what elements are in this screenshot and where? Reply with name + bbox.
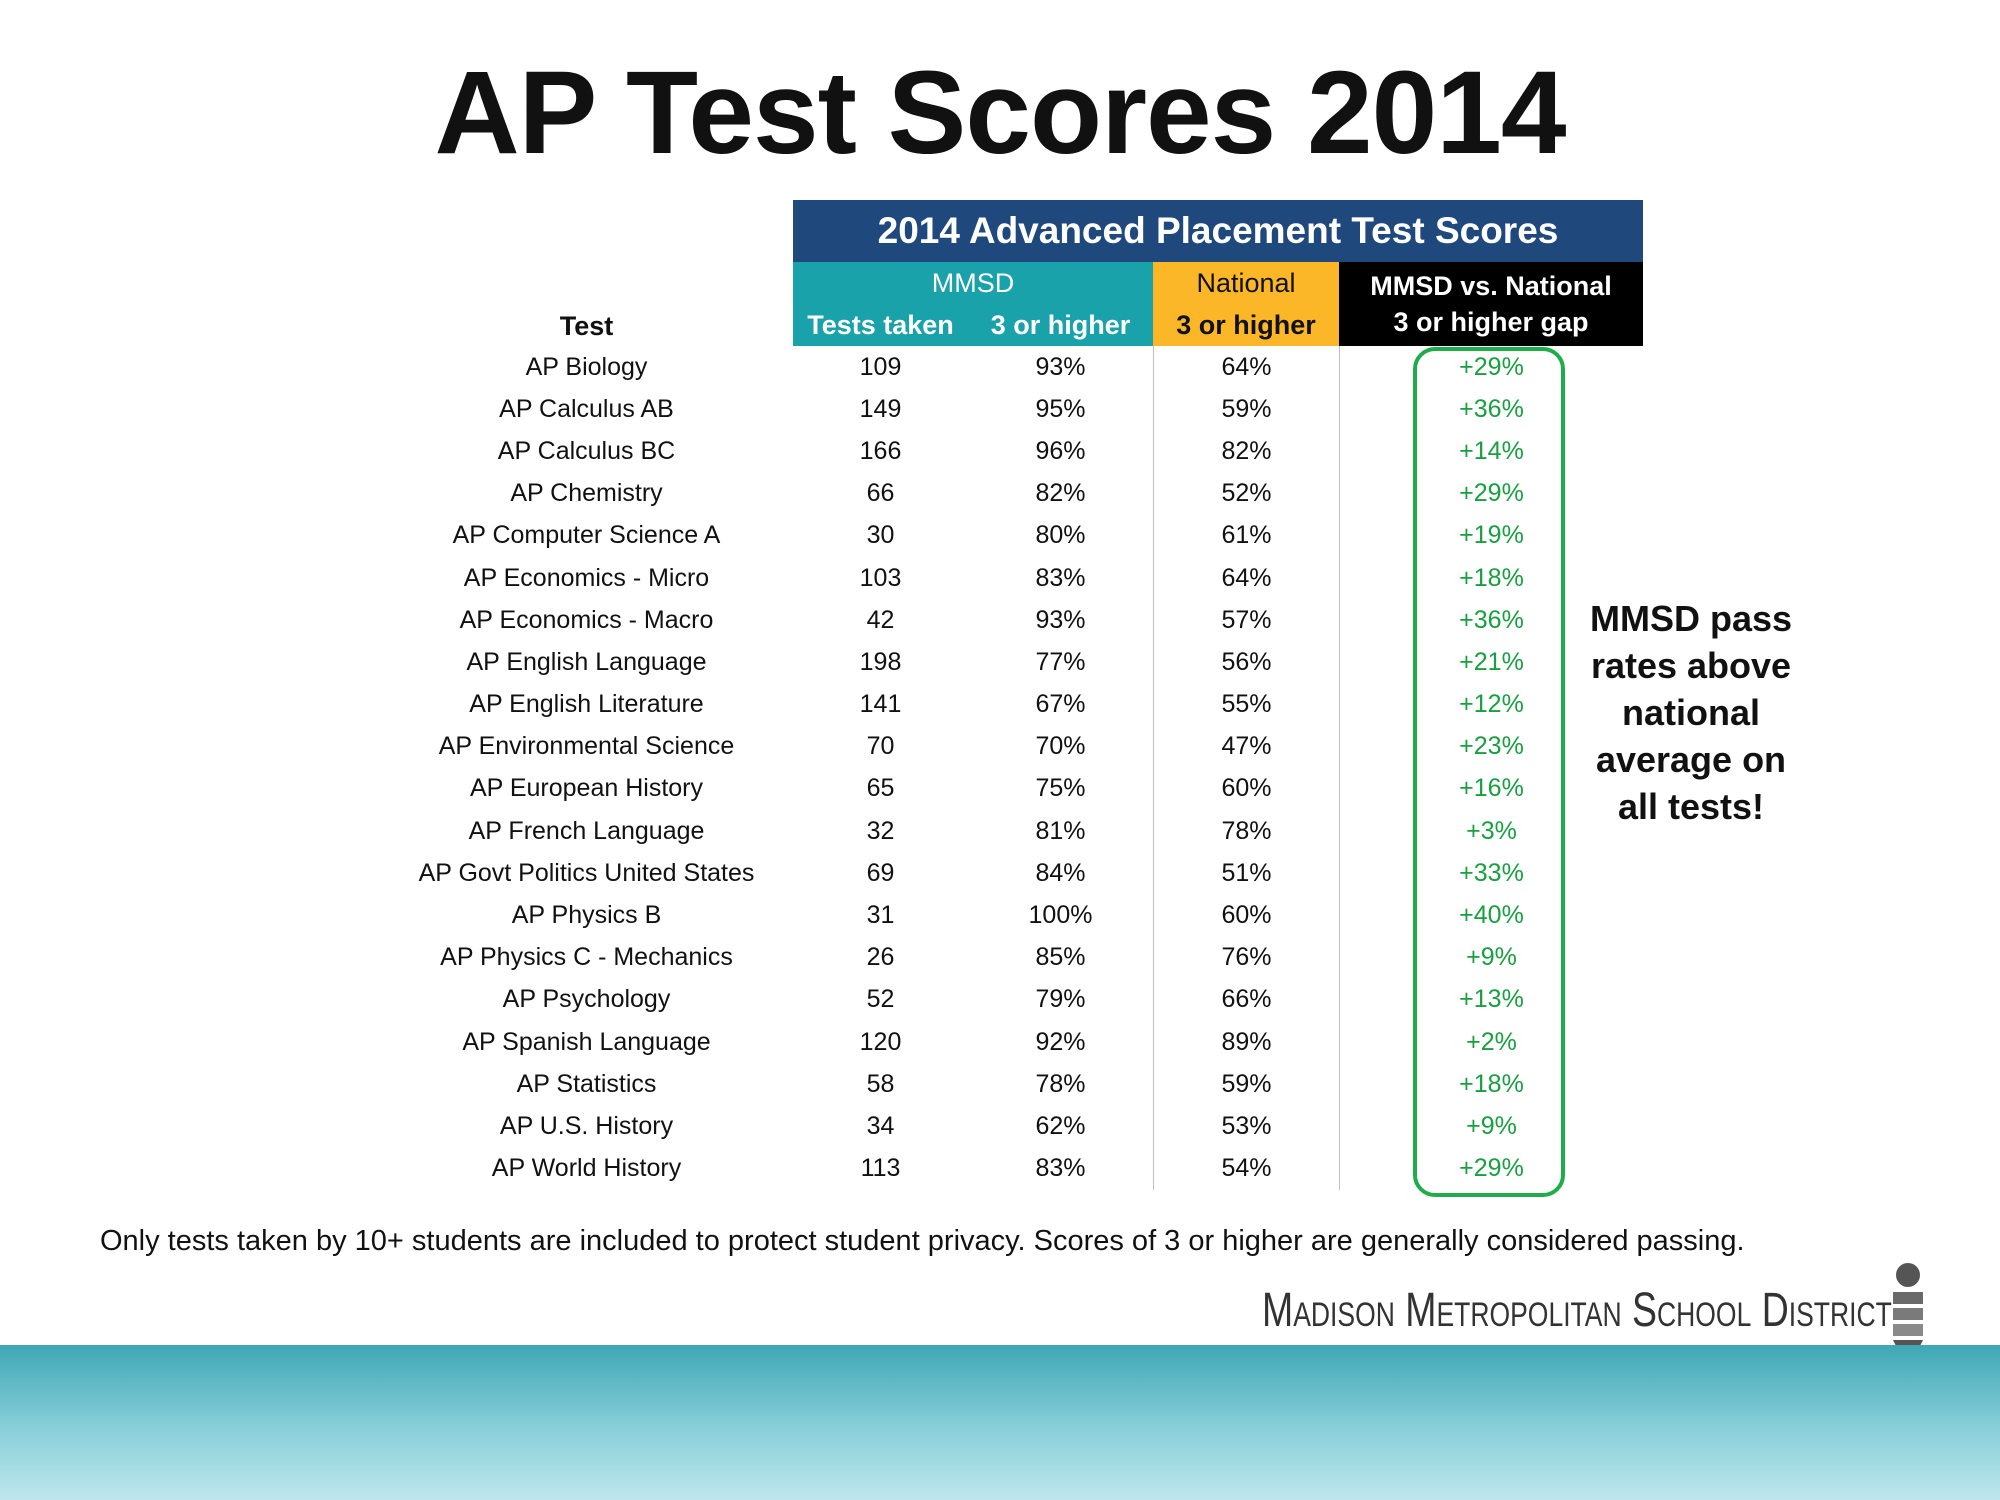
national-group-header: National bbox=[1153, 262, 1339, 304]
mmsd-group-header: MMSD bbox=[793, 262, 1153, 304]
cell-mmsd-pass: 82% bbox=[1035, 479, 1086, 508]
national-pass-header: 3 or higher bbox=[1153, 304, 1339, 346]
cell-national-pass: 60% bbox=[1153, 768, 1339, 810]
cell-gap: +3% bbox=[1339, 810, 1643, 852]
cell-test: AP Physics B bbox=[511, 901, 662, 930]
district-logo-text: Madison Metropolitan School District bbox=[1262, 1284, 1892, 1337]
cell-test: AP European History bbox=[470, 774, 703, 803]
table-corner bbox=[380, 200, 793, 262]
cell-national-pass: 51% bbox=[1153, 852, 1339, 894]
cell-test: AP U.S. History bbox=[499, 1111, 674, 1140]
cell-gap: +29% bbox=[1339, 346, 1643, 388]
cell-test: AP Spanish Language bbox=[462, 1027, 711, 1056]
cell-mmsd-pass: 93% bbox=[1035, 352, 1086, 381]
cell-gap: +13% bbox=[1339, 979, 1643, 1021]
cell-gap: +18% bbox=[1339, 1063, 1643, 1105]
cell-tests-taken: 65 bbox=[866, 774, 895, 803]
cell-mmsd-pass: 92% bbox=[1035, 1027, 1086, 1056]
cell-mmsd-pass: 95% bbox=[1035, 394, 1086, 423]
cell-tests-taken: 32 bbox=[866, 816, 895, 845]
cell-mmsd-pass: 83% bbox=[1035, 1154, 1086, 1183]
cell-gap: +29% bbox=[1339, 473, 1643, 515]
cell-tests-taken: 26 bbox=[866, 943, 895, 972]
cell-mmsd-pass: 100% bbox=[1028, 901, 1093, 930]
cell-tests-taken: 52 bbox=[866, 985, 895, 1014]
cell-test: AP Physics C - Mechanics bbox=[440, 943, 733, 972]
cell-test: AP Computer Science A bbox=[452, 521, 721, 550]
cell-test: AP Environmental Science bbox=[438, 732, 735, 761]
cell-mmsd-pass: 79% bbox=[1035, 985, 1086, 1014]
cell-tests-taken: 42 bbox=[866, 605, 895, 634]
test-column-header: Test bbox=[559, 311, 614, 341]
cell-national-pass: 56% bbox=[1153, 641, 1339, 683]
cell-mmsd-pass: 77% bbox=[1035, 647, 1086, 676]
cell-tests-taken: 30 bbox=[866, 521, 895, 550]
cell-gap: +12% bbox=[1339, 684, 1643, 726]
cell-national-pass: 60% bbox=[1153, 894, 1339, 936]
cell-national-pass: 55% bbox=[1153, 684, 1339, 726]
cell-test: AP Statistics bbox=[516, 1069, 657, 1098]
cell-tests-taken: 149 bbox=[859, 394, 902, 423]
cell-test: AP World History bbox=[491, 1154, 682, 1183]
cell-gap: +9% bbox=[1339, 937, 1643, 979]
footnote: Only tests taken by 10+ students are included to protect student privacy. Scores of 3 or higher are generally considered passing. bbox=[100, 1225, 1745, 1257]
cell-tests-taken: 31 bbox=[866, 901, 895, 930]
mmsd-pass-header: 3 or higher bbox=[968, 304, 1153, 346]
cell-mmsd-pass: 83% bbox=[1035, 563, 1086, 592]
page-title: AP Test Scores 2014 bbox=[434, 47, 1566, 179]
callout-line: national bbox=[1621, 692, 1760, 733]
callout-text bbox=[1565, 595, 1817, 830]
cell-test: AP English Language bbox=[466, 647, 707, 676]
cell-tests-taken: 198 bbox=[859, 647, 902, 676]
cell-tests-taken: 34 bbox=[866, 1111, 895, 1140]
cell-national-pass: 82% bbox=[1153, 430, 1339, 472]
cell-test: AP Economics - Micro bbox=[463, 563, 710, 592]
cell-national-pass: 54% bbox=[1153, 1148, 1339, 1190]
cell-mmsd-pass: 67% bbox=[1035, 690, 1086, 719]
cell-mmsd-pass: 62% bbox=[1035, 1111, 1086, 1140]
cell-national-pass: 47% bbox=[1153, 726, 1339, 768]
cell-national-pass: 66% bbox=[1153, 979, 1339, 1021]
cell-tests-taken: 113 bbox=[860, 1154, 901, 1183]
cell-tests-taken: 58 bbox=[866, 1069, 895, 1098]
cell-test: AP Calculus AB bbox=[499, 394, 674, 423]
cell-mmsd-pass: 85% bbox=[1035, 943, 1086, 972]
callout-line: rates above bbox=[1590, 645, 1792, 686]
cell-gap: +23% bbox=[1339, 726, 1643, 768]
cell-tests-taken: 166 bbox=[859, 436, 902, 465]
cell-mmsd-pass: 78% bbox=[1035, 1069, 1086, 1098]
cell-tests-taken: 141 bbox=[859, 690, 902, 719]
cell-national-pass: 89% bbox=[1153, 1021, 1339, 1063]
cell-tests-taken: 103 bbox=[859, 563, 902, 592]
cell-gap: +40% bbox=[1339, 894, 1643, 936]
cell-national-pass: 78% bbox=[1153, 810, 1339, 852]
gap-header-line2: 3 or higher gap bbox=[1393, 307, 1589, 337]
tests-taken-header: Tests taken bbox=[793, 304, 968, 346]
cell-gap: +2% bbox=[1339, 1021, 1643, 1063]
cell-mmsd-pass: 75% bbox=[1035, 774, 1086, 803]
footer-band bbox=[0, 1345, 2000, 1500]
cell-national-pass: 53% bbox=[1153, 1105, 1339, 1147]
cell-mmsd-pass: 80% bbox=[1035, 521, 1086, 550]
cell-national-pass: 59% bbox=[1153, 388, 1339, 430]
cell-mmsd-pass: 96% bbox=[1035, 436, 1086, 465]
cell-test: AP Chemistry bbox=[510, 479, 663, 508]
cell-national-pass: 76% bbox=[1153, 937, 1339, 979]
cell-mmsd-pass: 70% bbox=[1035, 732, 1086, 761]
callout-line: MMSD pass bbox=[1589, 598, 1793, 639]
cell-tests-taken: 109 bbox=[859, 352, 902, 381]
cell-mmsd-pass: 93% bbox=[1035, 605, 1086, 634]
cell-tests-taken: 69 bbox=[866, 858, 895, 887]
callout-line: all tests! bbox=[1617, 786, 1765, 827]
cell-test: AP Biology bbox=[525, 352, 648, 381]
cell-mmsd-pass: 84% bbox=[1035, 858, 1086, 887]
cell-gap: +9% bbox=[1339, 1105, 1643, 1147]
cell-gap: +29% bbox=[1339, 1148, 1643, 1190]
cell-gap: +19% bbox=[1339, 515, 1643, 557]
cell-gap: +21% bbox=[1339, 641, 1643, 683]
cell-test: AP Govt Politics United States bbox=[418, 858, 755, 887]
gap-highlight-box bbox=[1413, 347, 1565, 1197]
cell-tests-taken: 66 bbox=[866, 479, 895, 508]
cell-gap: +14% bbox=[1339, 430, 1643, 472]
cell-national-pass: 64% bbox=[1153, 557, 1339, 599]
callout-line: average on bbox=[1595, 739, 1787, 780]
cell-mmsd-pass: 81% bbox=[1035, 816, 1086, 845]
gap-column-header bbox=[1339, 262, 1643, 346]
cell-tests-taken: 120 bbox=[859, 1027, 902, 1056]
cell-gap: +16% bbox=[1339, 768, 1643, 810]
gap-header-line1: MMSD vs. National bbox=[1370, 271, 1612, 301]
cell-national-pass: 64% bbox=[1153, 346, 1339, 388]
cell-gap: +36% bbox=[1339, 388, 1643, 430]
table-band-title: 2014 Advanced Placement Test Scores bbox=[793, 200, 1643, 262]
cell-test: AP Psychology bbox=[502, 985, 671, 1014]
cell-tests-taken: 70 bbox=[866, 732, 895, 761]
cell-national-pass: 57% bbox=[1153, 599, 1339, 641]
cell-test: AP Economics - Macro bbox=[459, 605, 714, 634]
cell-gap: +18% bbox=[1339, 557, 1643, 599]
cell-national-pass: 59% bbox=[1153, 1063, 1339, 1105]
cell-gap: +36% bbox=[1339, 599, 1643, 641]
cell-test: AP Calculus BC bbox=[497, 436, 676, 465]
cell-national-pass: 52% bbox=[1153, 473, 1339, 515]
cell-gap: +33% bbox=[1339, 852, 1643, 894]
cell-national-pass: 61% bbox=[1153, 515, 1339, 557]
cell-test: AP English Literature bbox=[469, 690, 704, 719]
cell-test: AP French Language bbox=[468, 816, 705, 845]
